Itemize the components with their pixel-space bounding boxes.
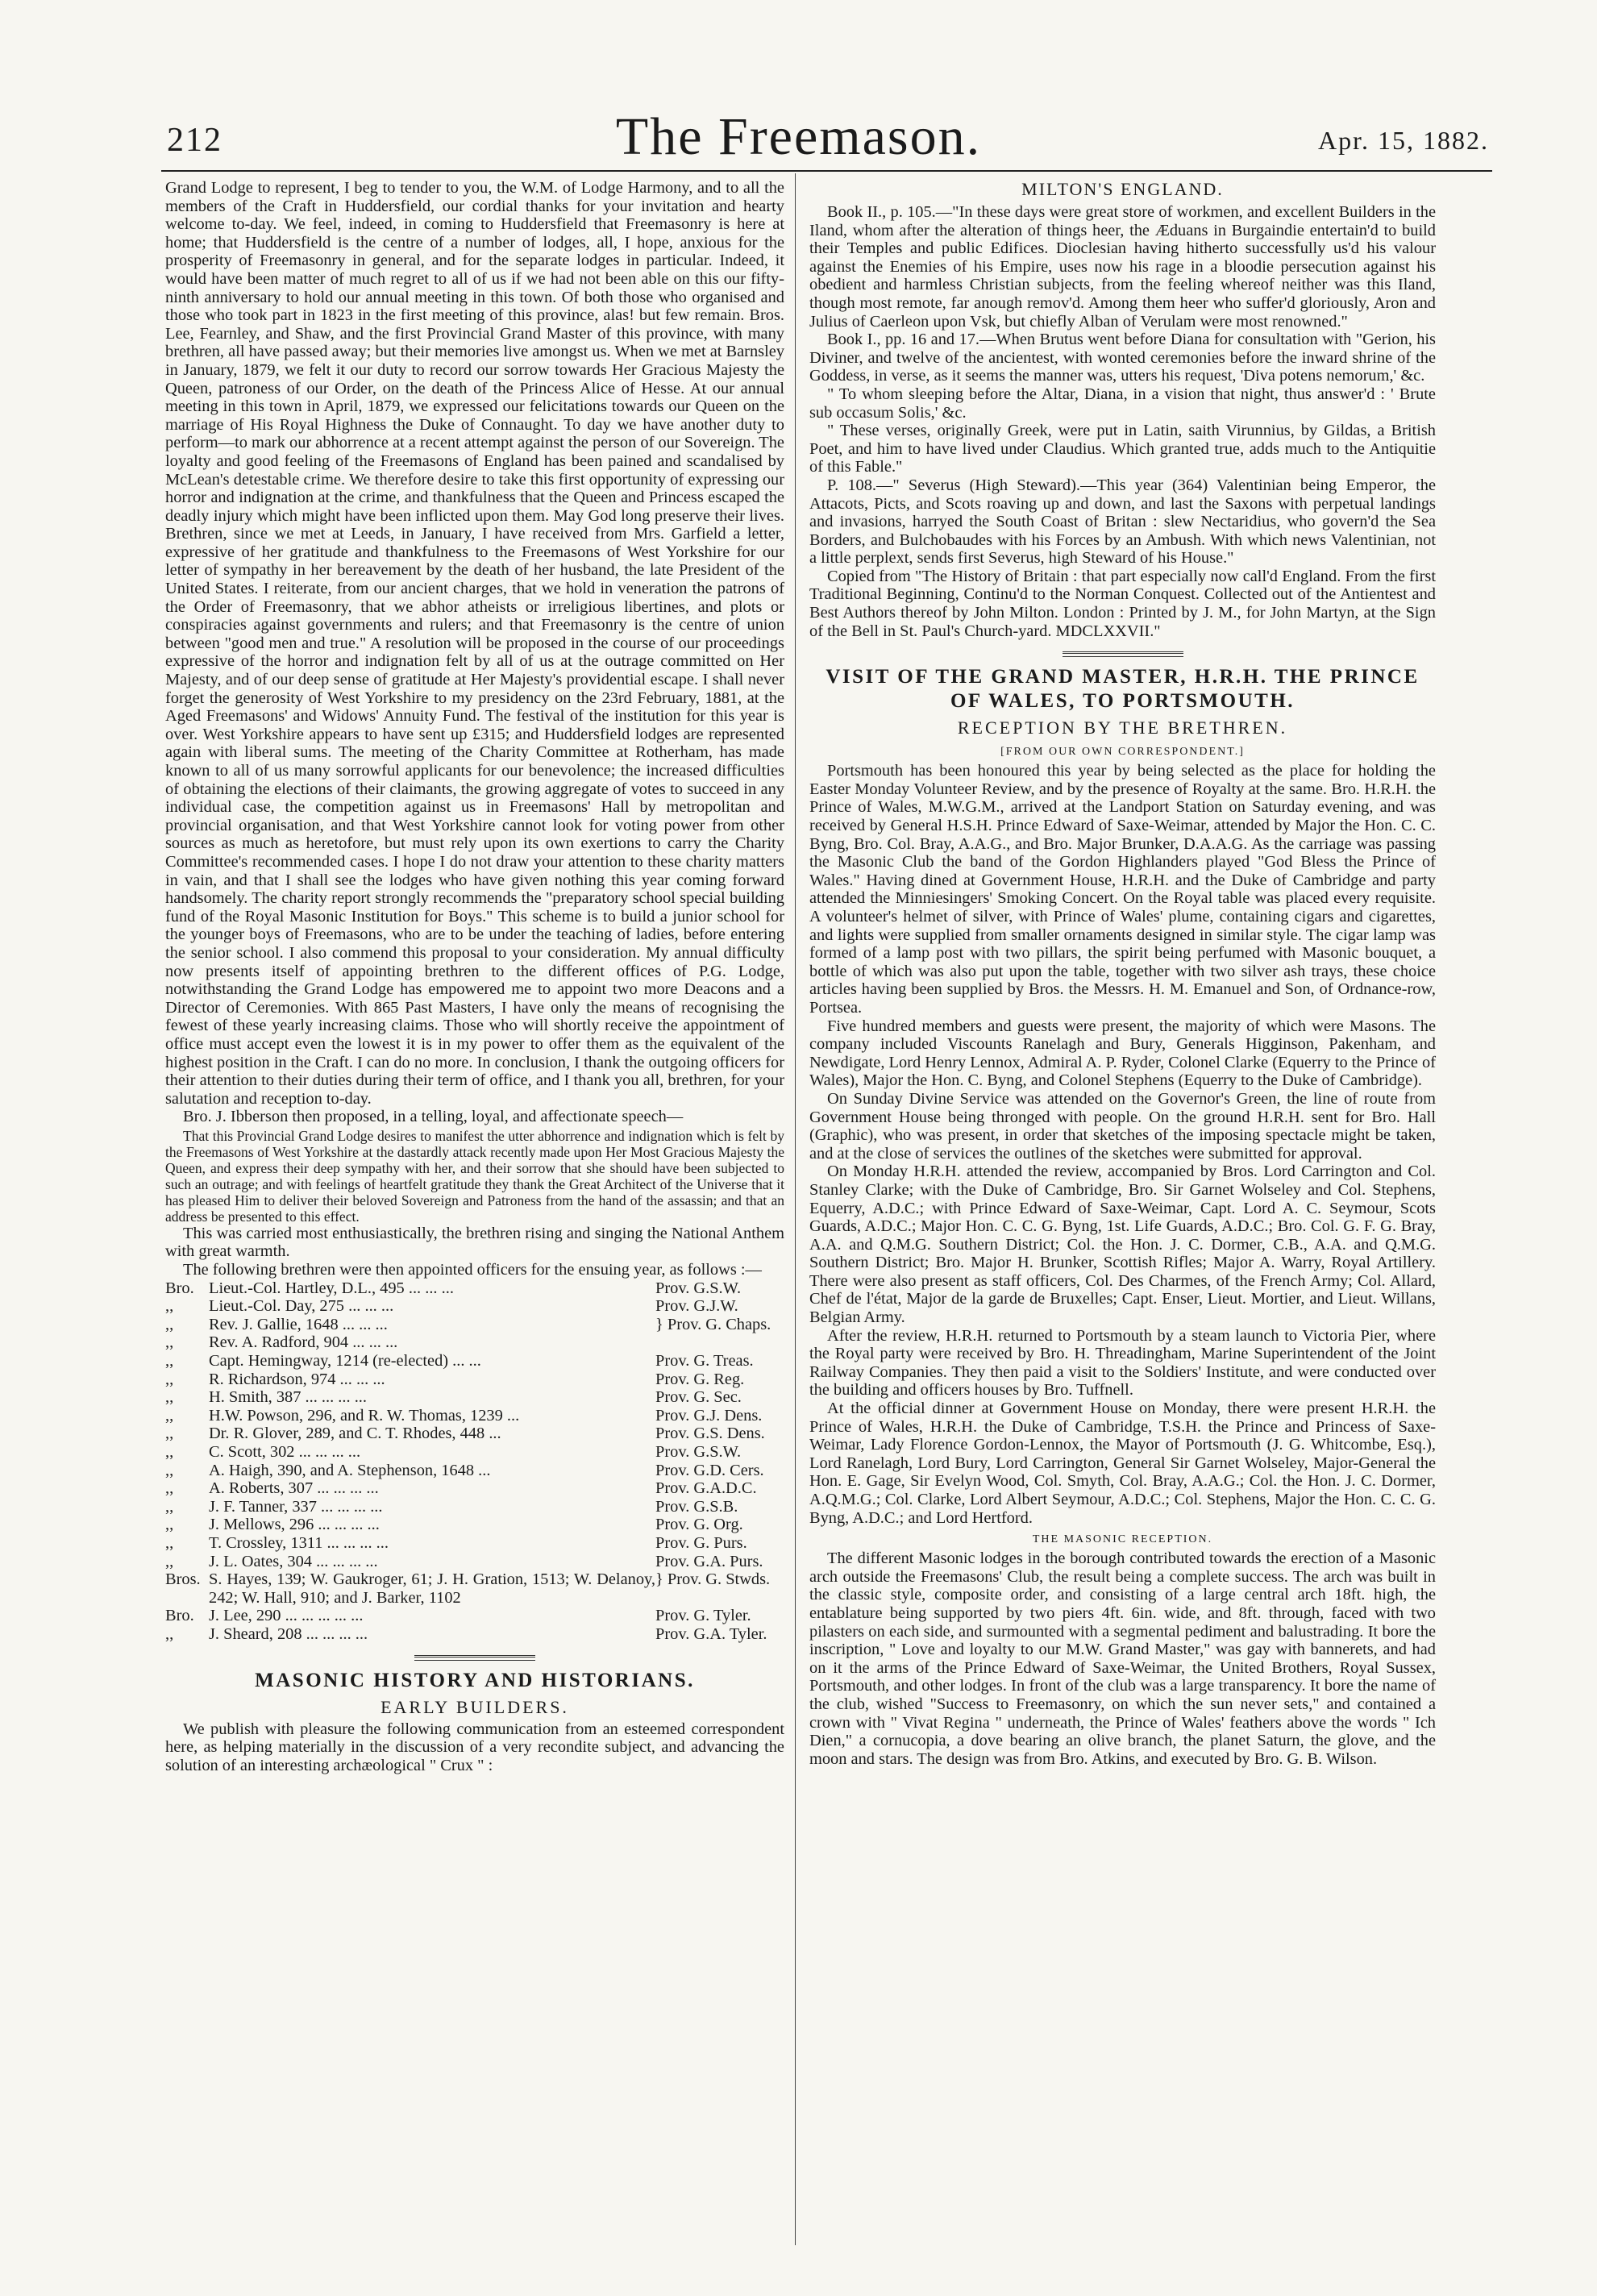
officer-office: Prov. G.A. Purs. (655, 1552, 763, 1570)
officer-prefix: ,, (165, 1297, 174, 1316)
officer-office: Prov. G.J. Dens. (655, 1406, 763, 1425)
officer-office: Prov. G.A.D.C. (655, 1479, 757, 1498)
officer-prefix: ,, (165, 1624, 174, 1643)
officer-row (165, 1570, 784, 1607)
officer-office: Prov. G. Sec. (655, 1388, 742, 1407)
issue-date: Apr. 15, 1882. (1318, 126, 1489, 155)
officer-row (165, 1479, 784, 1498)
officer-office: } Prov. G. Stwds. (655, 1570, 771, 1589)
officer-prefix: Bro. (165, 1607, 194, 1625)
newspaper-title: The Freemason. (615, 107, 982, 166)
officer-prefix: ,, (165, 1516, 174, 1534)
officer-name: Rev. A. Radford, 904 ... ... ... (209, 1333, 398, 1352)
officer-row (165, 1553, 784, 1571)
officer-prefix: ,, (165, 1479, 174, 1498)
milton-heading: MILTON'S ENGLAND. (1021, 179, 1224, 199)
officer-office: Prov. G.S.W. (655, 1443, 742, 1461)
officer-name: J. L. Oates, 304 ... ... ... ... (209, 1552, 378, 1570)
visit-subheading: RECEPTION BY THE BRETHREN. (957, 718, 1288, 738)
officer-office: Prov. G. Reg. (655, 1370, 745, 1388)
officer-name: J. Mellows, 296 ... ... ... ... (209, 1516, 380, 1534)
history-heading: MASONIC HISTORY AND HISTORIANS. (255, 1669, 695, 1691)
officer-office: Prov. G.S.B. (655, 1497, 738, 1516)
officer-name: A. Haigh, 390, and A. Stephenson, 1648 ... (209, 1461, 491, 1479)
officer-prefix: ,, (165, 1443, 174, 1461)
officer-office: Prov. G.J.W. (655, 1297, 738, 1316)
officer-name: Rev. J. Gallie, 1648 ... ... ... (209, 1315, 388, 1333)
officer-office: Prov. G. Purs. (655, 1533, 747, 1552)
officer-name: T. Crossley, 1311 ... ... ... ... (209, 1533, 389, 1552)
officers-intro: The following brethren were then appointed officers for the ensuing year, as follows :— (183, 1261, 762, 1279)
officer-row (165, 1388, 784, 1407)
section-rule (414, 1655, 535, 1661)
officer-prefix: ,, (165, 1370, 174, 1388)
history-subheading: EARLY BUILDERS. (381, 1696, 569, 1717)
page-number: 212 (167, 122, 222, 159)
officer-name: Capt. Hemingway, 1214 (re-elected) ... ... (209, 1352, 481, 1371)
officer-prefix: ,, (165, 1497, 174, 1516)
visit-paragraph: On Sunday Divine Service was attended on the Governor's Green, the line of route from Government House being thronged with people. On the ground H.R.H. sent for Bro. Hall (Graphic), who was present, in order that sketches of the imposing spectacle might be taken, and at the close of services the outlines of the sketches were submitted for approval. (809, 1089, 1436, 1163)
officer-row (165, 1297, 784, 1316)
officer-office: Prov. G.S. Dens. (655, 1425, 765, 1443)
left-column (165, 179, 784, 1774)
milton-paragraph: Copied from "The History of Britain : that part especially now call'd England. From the first Traditional Beginning, Continu'd to the Norman Conquest. Collected out of the Antientest and Best Authors thereof by John Milton. London : Printed by J. M., for John Martyn, at the Sign of the Bell in St. Paul's Church-yard. MDCLXXVII." (809, 567, 1436, 640)
officer-office: Prov. G.A. Tyler. (655, 1624, 767, 1643)
officer-row (165, 1534, 784, 1553)
officer-office: Prov. G. Treas. (655, 1352, 754, 1371)
officer-row (165, 1425, 784, 1443)
officer-prefix: ,, (165, 1552, 174, 1570)
history-paragraph: We publish with pleasure the following communication from an esteemed correspondent here, as helping materially in the discussion of a very recondite subject, and advancing the solution of an interesting archæological " Crux " : (165, 1720, 784, 1774)
officer-name: R. Richardson, 974 ... ... ... (209, 1370, 385, 1388)
officer-prefix: Bros. (165, 1570, 201, 1589)
visit-paragraph: After the review, H.R.H. returned to Portsmouth by a steam launch to Victoria Pier, where the Royal party were received by Bro. H. Threadingham, Marine Superintendent of the Joint Railway Companies. They then paid a visit to the Soldiers' Institute, and were conducted over the building and officers houses by Bro. Tuffnell. (809, 1326, 1436, 1400)
milton-paragraph: " To whom sleeping before the Altar, Diana, in a vision that night, thus answer'd : ' Brute sub occasum Solis,' &c. (809, 385, 1436, 422)
officer-name: S. Hayes, 139; W. Gaukroger, 61; J. H. Gration, 1513; W. Delanoy, 242; W. Hall, 910; and J. Barker, 1102 (209, 1570, 655, 1607)
masonic-reception-heading: THE MASONIC RECEPTION. (1032, 1533, 1213, 1546)
milton-paragraph: Book II., p. 105.—"In these days were great store of workmen, and excellent Builders in the Iland, whom after the alteration of things heer, the Æduans in Burgaindie entertain'd to build their Temples and public Edifices. Dioclesian having hitherto successfully us'd his valour against the Enemies of his Empire, uses now his rage in a bloodie persecution against his obedient and harmless Christian subjects, from the feeling whereof neither was this Iland, though most remote, far anough remov'd. Among them heer who suffer'd gloriously, Aron and Julius of Caerleon upon Vsk, but chiefly Alban of Verulam were most renowned." (809, 203, 1436, 331)
officer-name: C. Scott, 302 ... ... ... ... (209, 1443, 361, 1461)
officer-prefix: ,, (165, 1333, 174, 1352)
officer-name: Lieut.-Col. Day, 275 ... ... ... (209, 1297, 394, 1316)
officer-prefix: ,, (165, 1425, 174, 1443)
reception-paragraph: The different Masonic lodges in the borough contributed towards the erection of a Masonic arch outside the Freemasons' Club, the result being a complete success. The arch was built in the classic style, composite order, and consisting of a large central arch 18ft. high, the entablature being supported by two piers 4ft. 6in. wide, and 8ft. through, faced with two pilasters on each side, and surmounted with a segmental pediment and balustrading. It bore the inscription, " Love and loyalty to our M.W. Grand Master," was gay with bannerets, and had on it the arms of the Prince Edward of Saxe-Weimar, the United Brothers, Royal Sussex, Portsmouth, and other lodges. In front of the club was a large transparency. It bore the name of the club, wished "Success to Freemasonry, on which the sun never sets," and contained a crown with " Vivat Regina " underneath, the Prince of Wales' feathers above the words " Ich Dien," a cornucopia, a dove bearing an olive branch, the planet Saturn, the glove, and the moon and stars. The design was from Bro. Atkins, and executed by Bro. G. B. Wilson. (809, 1549, 1436, 1768)
officer-prefix: ,, (165, 1406, 174, 1425)
resolution-text: That this Provincial Grand Lodge desires to manifest the utter abhorrence and indignation which is felt by the Freemasons of West Yorkshire at the dastardly attack recently made upon Her Most Gracious Majesty the Queen, and express their deep sympathy with her, and their sorrow that she should have been subjected to such an outrage; and with feelings of heartfelt gratitude they thank the Great Architect of the Universe that it has pleased Him to deliver their beloved Sovereign and Patroness from the hand of the assassin; and that an address be presented to this effect. (165, 1127, 784, 1225)
officer-row (165, 1625, 784, 1644)
speech-paragraph: Grand Lodge to represent, I beg to tender to you, the W.M. of Lodge Harmony, and to all the members of the Craft in Huddersfield, our cordial thanks for your invitation and hearty welcome to-day. We feel, indeed, in coming to Huddersfield that Freemasonry is here at home; that Huddersfield is the centre of a number of lodges, all, I hope, anxious for the prosperity of Freemasonry in general, and for the separate lodges in particular. Indeed, it would have been matter of much regret to all of us if we had not been able on this our fifty-ninth anniversary to hold our annual meeting in this town. Of both those who organised and those who took part in 1823 in the first meeting of this province, alas! but few remain. Bros. Lee, Fearnley, and Shaw, and the first Provincial Grand Master of this province, with many brethren, all have passed away; but their memories live amongst us. When we met at Barnsley in January, 1879, we felt it our duty to record our sorrow towards Her Gracious Majesty the Queen, patroness of our Order, on the death of the Princess Alice of Hesse. At our annual meeting in this town in April, 1879, we expressed our felicitations towards our Queen on the marriage of His Royal Highness the Duke of Connaught. To day we have another duty to perform—to mark our abhorrence at a recent attempt against the person of our Sovereign. The loyalty and good feeling of the Freemasons of England has been pained and scandalised by McLean's detestable crime. We therefore desire to take this first opportunity of expressing our horror and indignation at the crime, and thankfulness that the Queen and Princess escaped the deadly injury which might have been inflicted upon them. May God long preserve their lives. Brethren, since we met at Leeds, in January, I have received from Mrs. Garfield a letter, expressive of her gratitude and thankfulness to the Freemasons of West Yorkshire for our letter of sympathy in her bereavement by the death of her husband, the late President of the United States. I reiterate, from our ancient charges, that we hold in veneration the patrons of the Order of Freemasonry, that we abhor atheists or irreligious libertines, and plots or conspiracies against governments and rulers; and that Freemasonry is the centre of union between "good men and true." A resolution will be proposed in the course of our proceedings expressive of the horror and indignation felt by all of us at the outrage committed on Her Majesty, and of our deep sense of gratitude at Her Majesty's providential escape. I shall never forget the generosity of West Yorkshire to my presidency on the 23rd February, 1881, at the Aged Freemasons' and Widows' Annuity Fund. The festival of the institution for this year is over. West Yorkshire appears to have sent up £315; and Huddersfield lodges are represented again with liberal sums. The meeting of the Charity Committee at Rotherham, has made known to all of us many sorrowful applicants for our benevolence; the increased difficulties of obtaining the elections of their claimants, the growing aggregate of votes to succeed in any individual case, the competition against us in Freemasons' Hall by metropolitan and provincial organisation, and that West Yorkshire cannot look for voting power from other sources as much as heretofore, but must rely upon its own exertions to carry the Charity Committee's recommended cases. I hope I do not draw your attention to these charity matters in vain, and that I shall see the lodges who have given nothing this year coming forward handsomely. The charity report strongly recommends the "preparatory school special building fund of the Royal Masonic Institution for Boys." This scheme is to build a junior school for the younger boys of Freemasons, who are to be under the teaching of ladies, before entering the senior school. I also commend this proposal to your consideration. My annual difficulty now presents itself of appointing brethren to the different offices of P.G. Lodge, notwithstanding the Grand Lodge has empowered me to appoint two more Deacons and a Director of Ceremonies. With 865 Past Masters, I have only the means of recognising the fewest of these yearly increasing claims. Those who will shortly receive the appointment of office must accept even the lowest it is in my power to offer them as the equivalent of the highest position in the Craft. I can do no more. In conclusion, I thank the outgoing officers for their attention to their duties during their term of office, and I thank you all, brethren, for your salutation and reception to-day. (165, 179, 785, 1108)
officer-name: A. Roberts, 307 ... ... ... ... (209, 1479, 379, 1498)
officer-office: Prov. G.D. Cers. (655, 1461, 764, 1479)
right-column (809, 179, 1436, 1768)
officer-office: Prov. G.S.W. (655, 1279, 742, 1297)
officer-row (165, 1407, 784, 1425)
officer-name: H. Smith, 387 ... ... ... ... (209, 1388, 367, 1407)
officer-row (165, 1333, 784, 1352)
officer-prefix: ,, (165, 1461, 174, 1479)
correspondent-line: [FROM OUR OWN CORRESPONDENT.] (1000, 746, 1245, 759)
officer-office: } Prov. G. Chaps. (655, 1315, 771, 1333)
officer-office: Prov. G. Org. (655, 1516, 743, 1534)
milton-paragraph: " These verses, originally Greek, were put in Latin, saith Virunnius, by Gildas, a British Poet, and him to have lived under Claudius. Which granted true, adds much to the Antiquitie of this Fable." (809, 422, 1436, 476)
officer-row (165, 1498, 784, 1516)
section-rule (1063, 651, 1183, 657)
officer-prefix: Bro. (165, 1279, 194, 1297)
header-rule (161, 170, 1492, 172)
officer-row (165, 1607, 784, 1625)
officer-prefix: ,, (165, 1388, 174, 1407)
officer-row (165, 1371, 784, 1389)
column-divider (795, 173, 796, 2245)
officer-row (165, 1279, 784, 1298)
officer-name: J. Sheard, 208 ... ... ... ... (209, 1624, 368, 1643)
page-header (0, 0, 1597, 166)
officer-row (165, 1443, 784, 1462)
milton-paragraph: P. 108.—" Severus (High Steward).—This year (364) Valentinian being Emperor, the Attacots, Picts, and Scots roaving up and down, and last the Saxons with perpetual landings and invasions, harryed the South Coast of Britan : slew Nectaridius, who govern'd the Sea Borders, and Bulchobaudes with his Forces by an Ambush. With which news Valentinian, not a little perplext, sends first Severus, high Steward of his House." (809, 476, 1436, 568)
officer-prefix: ,, (165, 1315, 174, 1333)
officer-office (655, 1333, 784, 1352)
officers-list (165, 1279, 784, 1644)
anthem-paragraph: This was carried most enthusiastically, the brethren rising and singing the National Anthem with great warmth. (165, 1224, 784, 1261)
officer-prefix: ,, (165, 1533, 174, 1552)
officer-row (165, 1516, 784, 1534)
milton-paragraph: Book I., pp. 16 and 17.—When Brutus went before Diana for consultation with "Gerion, his Diviner, and twelve of the ancientest, with wonted ceremonies before the inward shrine of the Goddess, in verse, as it seems the manner was, utters his request, 'Diva potens nemorum,' &c. (809, 331, 1436, 385)
officer-name: Lieut.-Col. Hartley, D.L., 495 ... ... ... (209, 1279, 454, 1297)
visit-paragraph: At the official dinner at Government House on Monday, there were present H.R.H. the Prince of Wales, H.R.H. the Duke of Cambridge, T.S.H. the Prince and Princess of Saxe-Weimar, Lady Florence Gordon-Lennox, the Mayor of Portsmouth (J. G. Whitcombe, Esq.), Lord Ranelagh, Lord Bury, Lord Carrington, General Sir Garnet Wolseley, Major-General the Hon. E. Gage, Sir Evelyn Wood, Col. Smyth, Col. Bray, A.A.G.; Col. the Hon. J. C. Dormer, A.Q.M.G.; Col. Clarke, Lord Albert Seymour, A.D.C.; Col. Stephens, Major the Hon. C. C. G. Byng, A.D.C.; and Lord Hertford. (809, 1400, 1436, 1527)
officer-row (165, 1316, 784, 1334)
officer-prefix: ,, (165, 1352, 174, 1371)
officer-name: J. Lee, 290 ... ... ... ... ... (209, 1607, 364, 1625)
officer-name: Dr. R. Glover, 289, and C. T. Rhodes, 448 ... (209, 1425, 501, 1443)
officer-name: H.W. Powson, 296, and R. W. Thomas, 1239 ... (209, 1406, 520, 1425)
officer-office: Prov. G. Tyler. (655, 1607, 751, 1625)
visit-paragraph: Five hundred members and guests were present, the majority of which were Masons. The company included Viscounts Ranelagh and Bury, Generals Higginson, Pakenham, and Newdigate, Lord Henry Lennox, Admiral A. P. Ryder, Colonel Clarke (Equerry to the Prince of Wales), Major the Hon. C. Byng, and Colonel Stephens (Equerry to the Duke of Cambridge). (809, 1017, 1436, 1090)
visit-paragraph: Portsmouth has been honoured this year by being selected as the place for holding the Easter Monday Volunteer Review, and by the presence of Royalty at the same. Bro. H.R.H. the Prince of Wales, M.W.G.M., arrived at the Landport Station on Saturday evening, and was received by General H.S.H. Prince Edward of Saxe-Weimar, attended by Major the Hon. C. C. Byng, Bro. Col. Bray, A.A.G., and Bro. Major Brunker, D.A.A.G. As the carriage was passing the Masonic Club the band of the Gordon Highlanders played "God Bless the Prince of Wales." Having dined at Government House, H.R.H. and the Duke of Cambridge and party attended the Minniesingers' Smoking Concert. On the Royal table was placed every requisite. A volunteer's helmet of silver, with Prince of Wales' plume, containing cigars and cigarettes, and lights were supplied from smaller ornaments designed in similar style. The cigar lamp was formed of a lamp post with two pillars, the spirit being perfumed with Masonic bouquet, a bottle of which was also put upon the table, together with two silver ash trays, these choice articles having been supplied by Bros. the Messrs. H. M. Emanuel and Son, of Ordnance-row, Portsea. (809, 762, 1436, 1017)
officer-row (165, 1352, 784, 1371)
officer-row (165, 1462, 784, 1480)
ibberson-paragraph: Bro. J. Ibberson then proposed, in a telling, loyal, and affectionate speech— (183, 1108, 684, 1126)
officer-name: J. F. Tanner, 337 ... ... ... ... (209, 1497, 383, 1516)
visit-heading: VISIT OF THE GRAND MASTER, H.R.H. THE PRINCE OF WALES, TO PORTSMOUTH. (826, 666, 1420, 713)
visit-paragraph: On Monday H.R.H. attended the review, accompanied by Bros. Lord Carrington and Col. Stanley Clarke; with the Duke of Cambridge, Bro. Sir Garnet Wolseley and Col. Stephens, Equerry, A.D.C.; with Prince Edward of Saxe-Weimar, Capt. Lord A. C. Seymour, Scots Guards, A.D.C.; Major Hon. C. C. G. Byng, 1st. Life Guards, A.D.C.; Bro. Col. G. F. G. Bray, A.A. and Q.M.G. Southern District; Col. the Hon. J. C. Dormer, C.B., A.A. and Q.M.G. Southern District; Bro. Major H. Brunker, Scottish Rifles; Major A. Warry, Royal Artillery. There were also present as staff officers, Col. Des Charmes, of the French Army; Col. Allard, Chef de l'état, Major de la garde de Bruxelles; Capt. Enser, Lieut. Mortier, and Lieut. Willans, Belgian Army. (809, 1163, 1436, 1327)
